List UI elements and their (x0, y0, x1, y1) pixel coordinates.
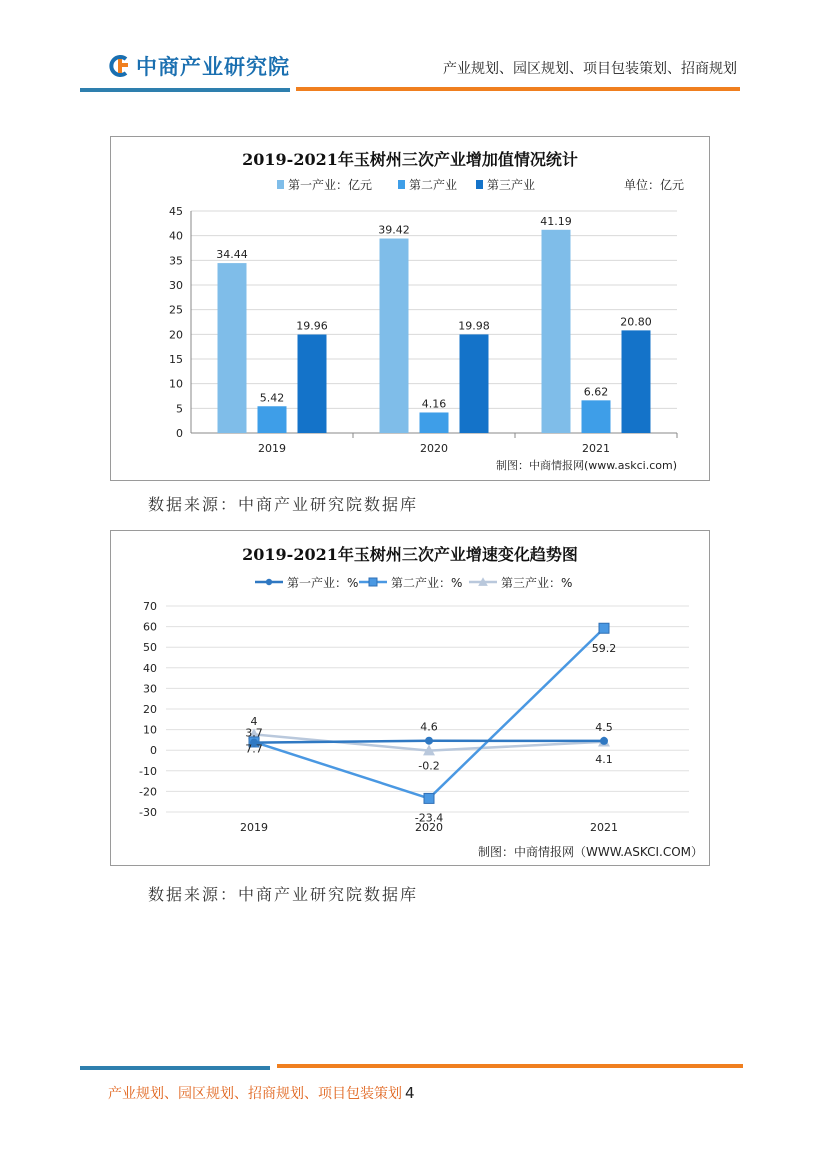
line-chart (111, 531, 709, 865)
bar-chart-title: 2019-2021年玉树州三次产业增加值情况统计 (242, 150, 578, 169)
y-tick-label: 30 (169, 279, 183, 292)
y-tick-label: 0 (176, 427, 183, 440)
data-label: 4.5 (595, 720, 613, 734)
y-tick-label: -10 (139, 764, 157, 778)
bar-value-label: 5.42 (259, 391, 285, 405)
x-tick-label: 2019 (240, 821, 268, 834)
bar-value-label: 19.98 (458, 319, 490, 333)
legend-marker (266, 579, 272, 585)
bar (380, 239, 409, 433)
x-tick-label: 2020 (420, 442, 448, 455)
bar-value-label: 34.44 (216, 248, 248, 262)
bar-value-label: 20.80 (620, 315, 652, 329)
data-label: 59.2 (591, 642, 617, 656)
data-label: 4.6 (420, 720, 438, 734)
y-tick-label: 15 (169, 353, 183, 366)
x-tick-label: 2020 (415, 821, 443, 834)
legend-label: 第三产业：% (501, 576, 573, 590)
brand-logo (108, 52, 290, 80)
bar-value-label: 6.62 (583, 385, 609, 399)
data-label: 3.7 (245, 726, 263, 740)
bar (420, 412, 449, 433)
series-line (254, 628, 604, 798)
legend-swatch (476, 180, 483, 189)
bar-chart-panel (110, 136, 710, 481)
x-tick-label: 2019 (258, 442, 286, 455)
y-tick-label: 35 (169, 254, 183, 268)
data-label: -0.2 (418, 759, 440, 773)
data-point (599, 623, 609, 633)
line-chart-title: 2019-2021年玉树州三次产业增速变化趋势图 (242, 545, 578, 564)
brand-name: 中商产业研究院 (136, 55, 290, 79)
data-label: 4.1 (595, 752, 613, 766)
legend-label: 第一产业：% (287, 576, 359, 590)
y-tick-label: 30 (143, 682, 157, 696)
bar (218, 263, 247, 433)
y-tick-label: 45 (169, 205, 183, 218)
y-tick-label: 60 (143, 620, 157, 634)
legend-swatch (398, 180, 405, 189)
bar (622, 330, 651, 433)
page-number: 4 (405, 1084, 415, 1102)
bar-value-label: 4.16 (421, 397, 447, 411)
bar-value-label: 39.42 (378, 223, 410, 237)
bar-value-label: 19.96 (296, 319, 328, 333)
y-tick-label: 70 (143, 600, 157, 613)
footer-text (108, 1083, 415, 1103)
data-label: 7.7 (245, 742, 263, 756)
legend-label: 第二产业：% (391, 576, 463, 590)
y-tick-label: -20 (139, 785, 157, 799)
chart-credit: 制图：中商情报网（WWW.ASKCI.COM） (478, 845, 703, 859)
legend-label: 第一产业：亿元 (288, 178, 373, 192)
footer-rule-blue (80, 1066, 270, 1070)
y-tick-label: 20 (143, 703, 157, 716)
bar-chart (111, 137, 709, 480)
brand-logo-icon (108, 54, 132, 78)
bar (258, 406, 287, 433)
legend-marker (369, 578, 377, 586)
footer-rule-orange (277, 1064, 743, 1068)
y-tick-label: 25 (169, 303, 183, 317)
y-tick-label: 50 (143, 641, 157, 655)
data-label: 4 (250, 714, 258, 728)
unit-label: 单位：亿元 (623, 178, 684, 192)
legend-label: 第三产业 (487, 178, 536, 192)
y-tick-label: 0 (150, 744, 157, 758)
x-tick-label: 2021 (590, 821, 618, 834)
y-tick-label: -30 (139, 806, 157, 819)
bar (460, 334, 489, 433)
bar (298, 335, 327, 433)
x-tick-label: 2021 (582, 442, 610, 455)
data-point (424, 793, 434, 803)
y-tick-label: 5 (176, 402, 183, 416)
legend-swatch (277, 180, 284, 189)
header-rule-blue (80, 88, 290, 92)
bar (582, 400, 611, 433)
data-point (600, 737, 608, 745)
y-tick-label: 40 (169, 229, 183, 243)
y-tick-label: 10 (143, 723, 157, 737)
legend-label: 第二产业 (409, 178, 458, 192)
bar (542, 230, 571, 433)
y-tick-label: 40 (143, 661, 157, 675)
header-tagline: 产业规划、园区规划、项目包装策划、招商规划 (443, 61, 737, 77)
header-rule-orange (296, 87, 740, 91)
chart-credit: 制图：中商情报网(www.askci.com) (496, 459, 677, 472)
footer-services: 产业规划、园区规划、招商规划、项目包装策划 (108, 1086, 402, 1102)
data-label: -23.4 (414, 811, 444, 825)
bar-value-label: 41.19 (540, 214, 572, 228)
line-chart-panel (110, 530, 710, 866)
bar-chart-source: 数据来源：中商产业研究院数据库 (148, 495, 419, 514)
y-tick-label: 20 (169, 328, 183, 342)
data-point (425, 737, 433, 745)
y-tick-label: 10 (169, 377, 183, 391)
line-chart-source: 数据来源：中商产业研究院数据库 (148, 885, 419, 904)
